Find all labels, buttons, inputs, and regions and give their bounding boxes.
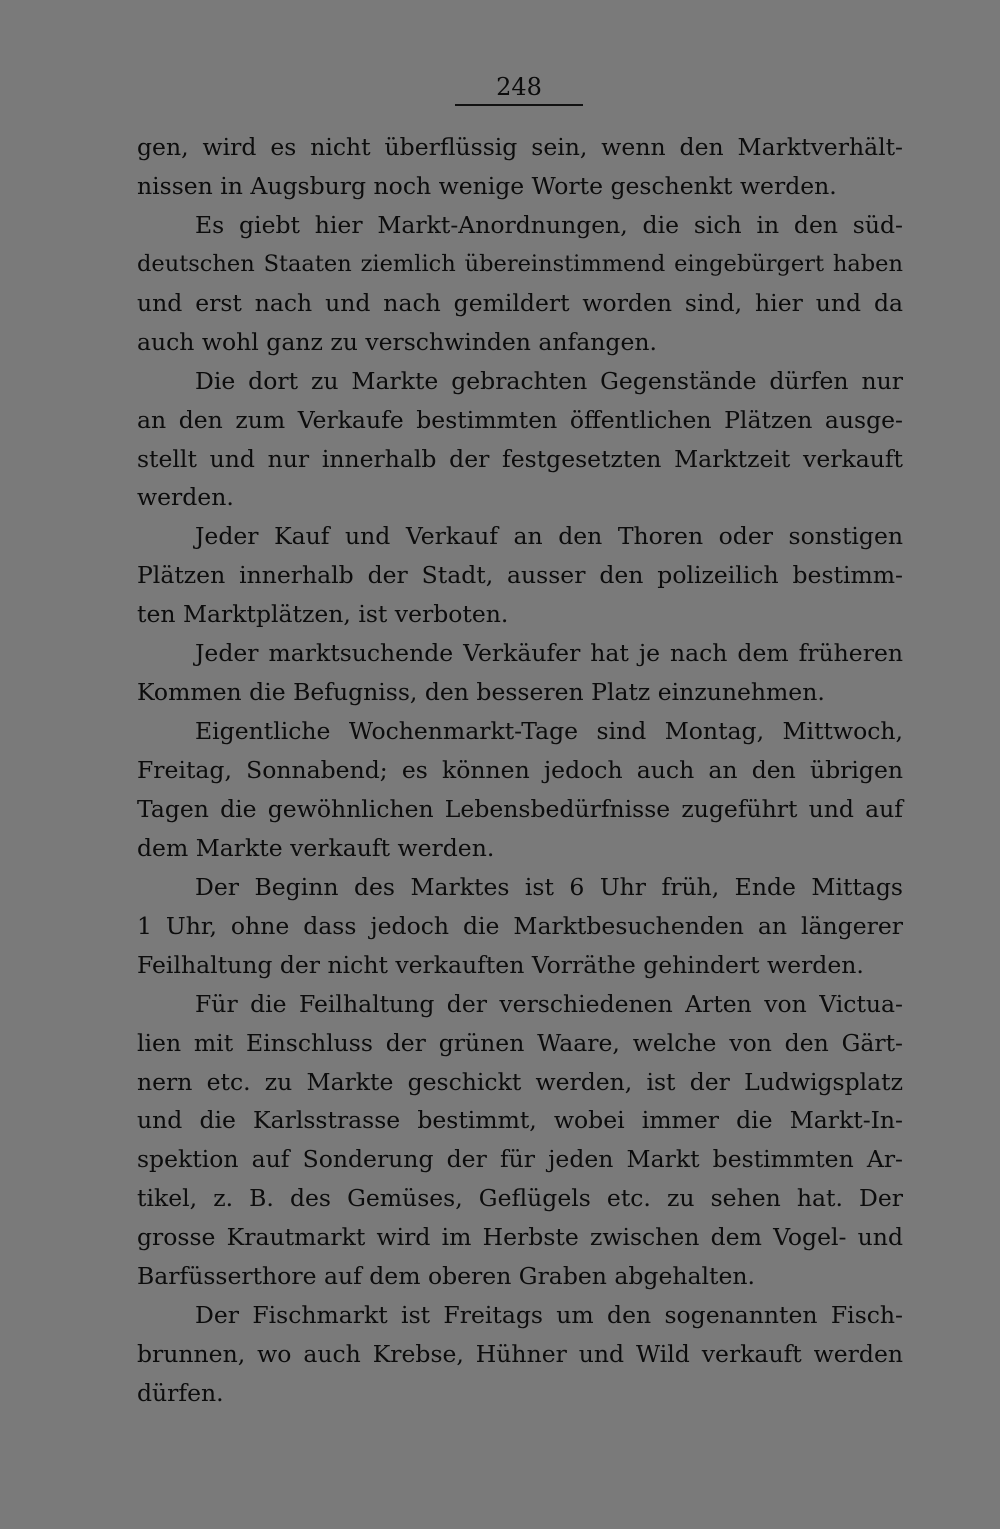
text-line: grosse Krautmarkt wird im Herbste zwischen dem Vogel- und <box>137 1223 903 1252</box>
text-line: ten Marktplätzen, ist verboten. <box>137 600 509 629</box>
text-line: und die Karlsstrasse bestimmt, wobei immer die Markt-In- <box>137 1106 903 1135</box>
text-line: nissen in Augsburg noch wenige Worte geschenkt werden. <box>137 171 837 200</box>
text-line: brunnen, wo auch Krebse, Hühner und Wild verkauft werden <box>137 1340 903 1369</box>
text-line: Es giebt hier Markt-Anordnungen, die sich in den süd- <box>195 210 903 239</box>
text-line: Plätzen innerhalb der Stadt, ausser den polizeilich bestimm- <box>137 561 903 590</box>
text-line: 1 Uhr, ohne dass jedoch die Marktbesuchenden an längerer <box>137 911 903 940</box>
text-line: gen, wird es nicht überflüssig sein, wenn den Marktverhält- <box>137 133 903 161</box>
text-line: Die dort zu Markte gebrachten Gegenstände dürfen nur <box>195 366 903 395</box>
text-line: lien mit Einschluss der grünen Waare, welche von den Gärt- <box>137 1028 903 1057</box>
text-line: Freitag, Sonnabend; es können jedoch auch an den übrigen <box>137 756 903 784</box>
text-line: Für die Feilhaltung der verschiedenen Arten von Victua- <box>195 989 903 1018</box>
text-line: tikel, z. B. des Gemüses, Geflügels etc. zu sehen hat. Der <box>137 1184 903 1213</box>
text-line: Jeder marktsuchende Verkäufer hat je nach dem früheren <box>195 639 903 668</box>
text-line: dürfen. <box>137 1379 224 1407</box>
text-line: spektion auf Sonderung der für jeden Markt bestimmten Ar- <box>137 1145 903 1174</box>
text-line: Eigentliche Wochenmarkt-Tage sind Montag, Mittwoch, <box>195 717 903 746</box>
text-line: und erst nach und nach gemildert worden sind, hier und da <box>137 288 903 317</box>
text-line: deutschen Staaten ziemlich übereinstimmend eingebürgert haben <box>137 250 903 277</box>
text-line: Feilhaltung der nicht verkauften Vorräthe gehindert werden. <box>137 950 864 979</box>
text-line: werden. <box>137 483 234 512</box>
text-line: stellt und nur innerhalb der festgesetzten Marktzeit verkauft <box>137 444 903 473</box>
text-line: Tagen die gewöhnlichen Lebensbedürfnisse zugeführt und auf <box>137 794 903 823</box>
text-line: Barfüsserthore auf dem oberen Graben abgehalten. <box>137 1262 755 1291</box>
text-line: nern etc. zu Markte geschickt werden, ist der Ludwigsplatz <box>137 1067 903 1096</box>
text-line: Jeder Kauf und Verkauf an den Thoren oder sonstigen <box>195 522 903 551</box>
text-line: Der Beginn des Marktes ist 6 Uhr früh, Ende Mittags <box>195 872 903 901</box>
text-line: Kommen die Befugniss, den besseren Platz einzunehmen. <box>137 678 825 707</box>
text-line: an den zum Verkaufe bestimmten öffentlichen Plätzen ausge- <box>137 405 903 434</box>
text-line: dem Markte verkauft werden. <box>137 833 495 862</box>
page-number: 248 <box>496 73 542 101</box>
text-line: auch wohl ganz zu verschwinden anfangen. <box>137 327 657 356</box>
body-text <box>137 128 903 1413</box>
text-line: Der Fischmarkt ist Freitags um den sogenannten Fisch- <box>195 1301 903 1330</box>
page-number-rule <box>455 104 583 106</box>
